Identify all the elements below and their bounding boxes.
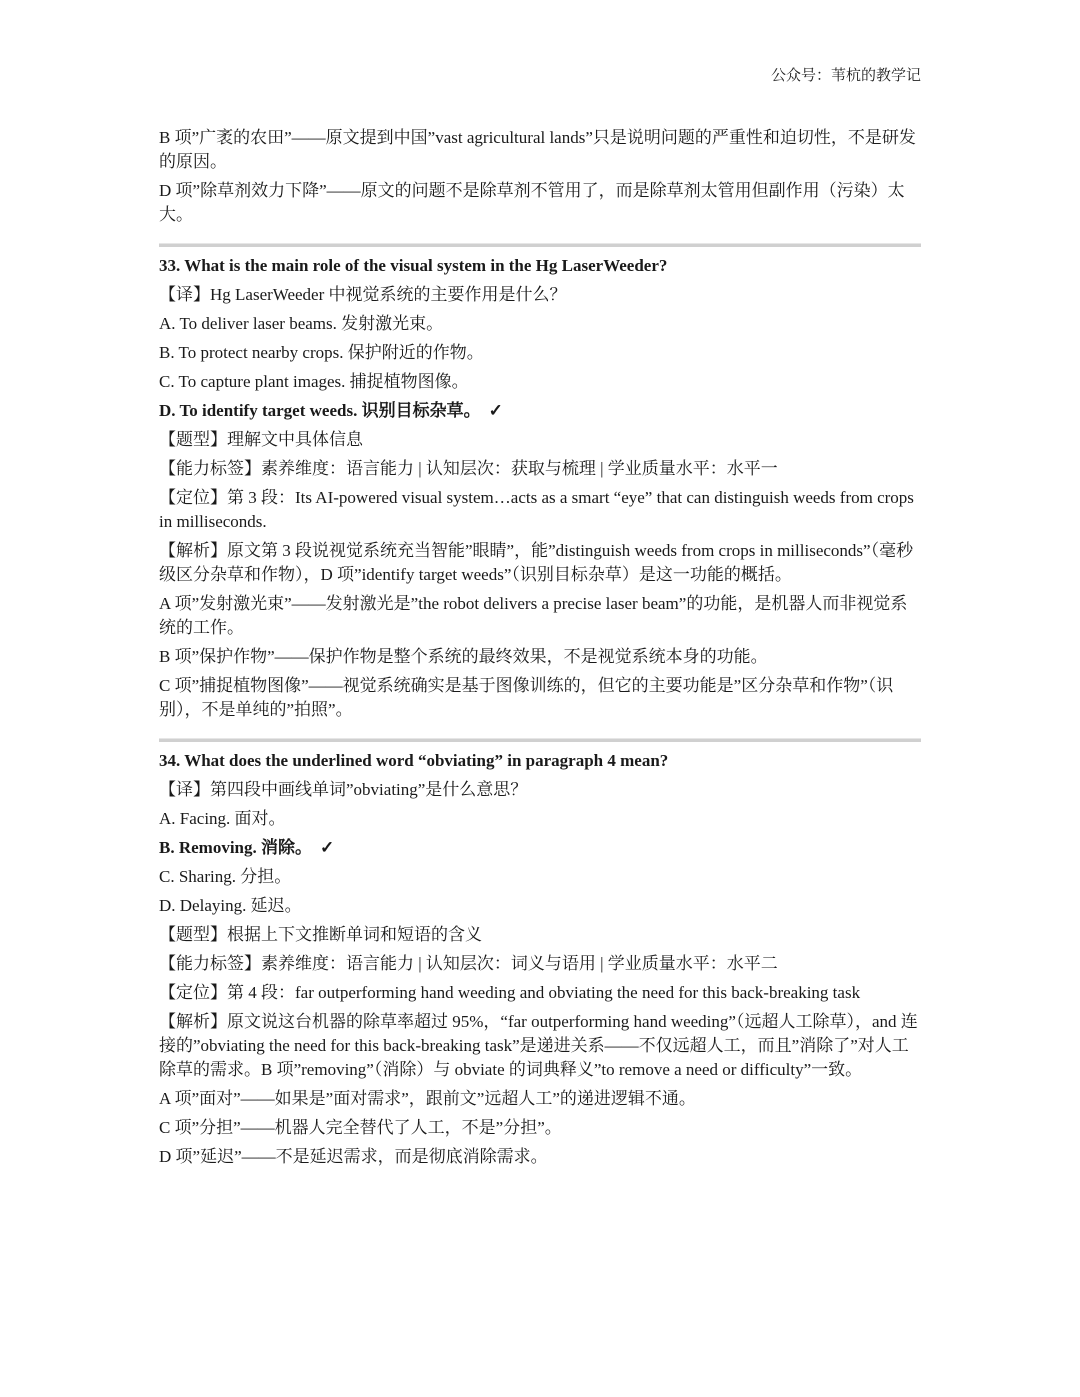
question-33-ability: 【能力标签】素养维度：语言能力 | 认知层次：获取与梳理 | 学业质量水平：水平一 — [159, 459, 778, 478]
question-33-note-b: B 项”保护作物”——保护作物是整个系统的最终效果，不是视觉系统本身的功能。 — [159, 647, 768, 666]
document-body — [159, 126, 921, 1174]
question-34-type: 【题型】根据上下文推断单词和短语的含义 — [159, 925, 482, 944]
section-divider — [159, 738, 921, 742]
question-33-option-a: A. To deliver laser beams. 发射激光束。 — [159, 314, 444, 333]
question-34-note-d: D 项”延迟”——不是延迟需求，而是彻底消除需求。 — [159, 1147, 548, 1166]
question-34-option-a: A. Facing. 面对。 — [159, 809, 286, 828]
correct-answer-text: D. To identify target weeds. 识别目标杂草。 — [159, 401, 481, 420]
note-b-previous: B 项”广袤的农田”——原文提到中国”vast agricultural lands”只是说明问题的严重性和迫切性，不是研发的原因。 — [159, 128, 916, 171]
section-divider — [159, 243, 921, 247]
question-34-note-c: C 项”分担”——机器人完全替代了人工，不是”分担”。 — [159, 1118, 562, 1137]
question-33-option-d-correct — [159, 399, 921, 423]
check-icon: ✓ — [488, 401, 503, 420]
question-33-option-b: B. To protect nearby crops. 保护附近的作物。 — [159, 343, 484, 362]
correct-answer-text: B. Removing. 消除。 — [159, 838, 312, 857]
question-34-option-d: D. Delaying. 延迟。 — [159, 896, 302, 915]
question-33-type: 【题型】理解文中具体信息 — [159, 430, 363, 449]
question-33-translation: 【译】Hg LaserWeeder 中视觉系统的主要作用是什么？ — [159, 285, 567, 304]
question-33-note-c: C 项”捕捉植物图像”——视觉系统确实是基于图像训练的，但它的主要功能是”区分杂草和作物”（识别），不是单纯的”拍照”。 — [159, 676, 894, 719]
question-33-note-a: A 项”发射激光束”——发射激光是”the robot delivers a precise laser beam”的功能，是机器人而非视觉系统的工作。 — [159, 594, 908, 637]
question-34 — [159, 749, 921, 1169]
question-34-note-a: A 项”面对”——如果是”面对需求”，跟前文”远超人工”的递进逻辑不通。 — [159, 1089, 696, 1108]
question-33-title: 33. What is the main role of the visual system in the Hg LaserWeeder? — [159, 256, 668, 275]
question-34-option-b-correct — [159, 836, 921, 860]
question-33 — [159, 254, 921, 722]
note-d-previous: D 项”除草剂效力下降”——原文的问题不是除草剂不管用了，而是除草剂太管用但副作用（污染）太大。 — [159, 181, 905, 224]
question-34-ability: 【能力标签】素养维度：语言能力 | 认知层次：词义与语用 | 学业质量水平：水平二 — [159, 954, 778, 973]
question-34-option-c: C. Sharing. 分担。 — [159, 867, 292, 886]
question-34-title: 34. What does the underlined word “obviating” in paragraph 4 mean? — [159, 751, 669, 770]
question-33-locate: 【定位】第 3 段：Its AI-powered visual system…acts as a smart “eye” that can distinguish weeds from crops in milliseconds. — [159, 488, 914, 531]
question-34-analysis: 【解析】原文说这台机器的除草率超过 95%，“far outperforming hand weeding”（远超人工除草），and 连接的”obviating the need for this back-breaking task”是递进关系——不仅远超人工，而且”消除了”对人工除草的需求。B 项”removing”（消除）与 obviate 的词典释义”to remove a need or difficulty”一致。 — [159, 1012, 918, 1079]
question-33-option-c: C. To capture plant images. 捕捉植物图像。 — [159, 372, 469, 391]
account-header: 公众号：苇杭的教学记 — [770, 68, 921, 84]
question-33-analysis: 【解析】原文第 3 段说视觉系统充当智能”眼睛”，能”distinguish weeds from crops in milliseconds”（毫秒级区分杂草和作物），D 项”identify target weeds”（识别目标杂草）是这一功能的概括。 — [159, 541, 914, 584]
check-icon: ✓ — [320, 838, 335, 857]
question-34-locate: 【定位】第 4 段：far outperforming hand weeding and obviating the need for this back-breaking task — [159, 983, 861, 1002]
question-34-translation: 【译】第四段中画线单词”obviating”是什么意思？ — [159, 780, 528, 799]
